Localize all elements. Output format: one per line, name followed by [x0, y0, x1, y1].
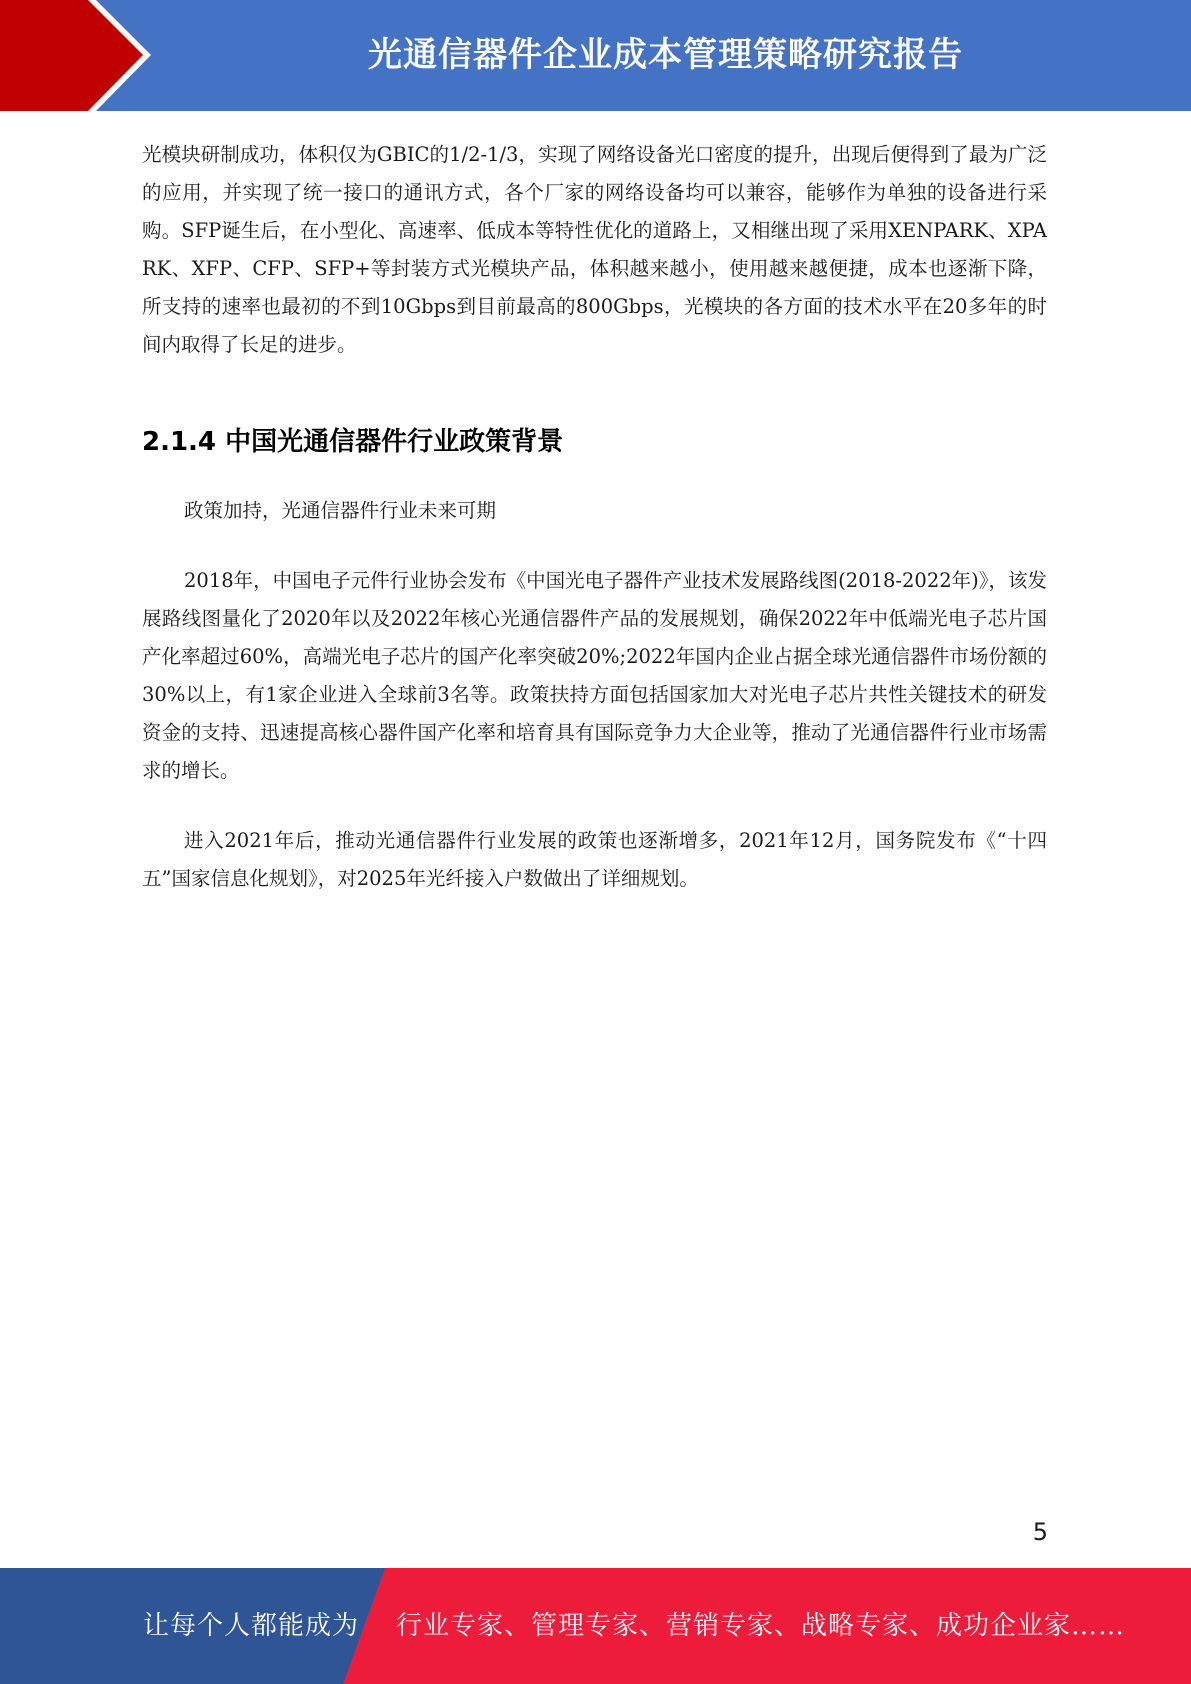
section-heading: 2.1.4 中国光通信器件行业政策背景	[142, 427, 564, 457]
page-number: 5	[1032, 1518, 1048, 1546]
footer-slogan-left: 让每个人都能成为	[143, 1611, 360, 1641]
footer-banner	[0, 1568, 1191, 1684]
intro-paragraph: 光模块研制成功，体积仅为GBIC的1/2-1/3，实现了网络设备光口密度的提升，出现后便得到了最为广泛的应用，并实现了统一接口的通讯方式，各个厂家的网络设备均可以兼容，能够作为单独的设备进行采购。SFP诞生后，在小型化、高速率、低成本等特性优化的道路上，又相继出现了采用XENPARK、XPARK、XFP、CFP、SFP+等封装方式光模块产品，体积越来越小，使用越来越便捷，成本也逐渐下降，所支持的速率也最初的不到10Gbps到目前最高的800Gbps，光模块的各方面的技术水平在20多年的时间内取得了长足的进步。	[142, 143, 1047, 356]
page-content	[142, 136, 1047, 898]
header-banner	[0, 0, 1191, 111]
policy-lead-paragraph: 政策加持，光通信器件行业未来可期	[184, 499, 497, 522]
roadmap-paragraph: 2018年，中国电子元件行业协会发布《中国光电子器件产业技术发展路线图(2018-2022年)》，该发展路线图量化了2020年以及2022年核心光通信器件产品的发展规划，确保2022年中低端光电子芯片国产化率超过60%，高端光电子芯片的国产化率突破20%;2022年国内企业占据全球光通信器件市场份额的30%以上，有1家企业进入全球前3名等。政策扶持方面包括国家加大对光电子芯片共性关键技术的研发资金的支持、迅速提高核心器件国产化率和培育具有国际竞争力大企业等，推动了光通信器件行业市场需求的增长。	[142, 569, 1047, 782]
report-title: 光通信器件企业成本管理策略研究报告	[368, 35, 963, 75]
footer-slogan-right: 行业专家、管理专家、营销专家、战略专家、成功企业家……	[396, 1611, 1126, 1641]
plan-paragraph: 进入2021年后，推动光通信器件行业发展的政策也逐渐增多，2021年12月，国务院发布《“十四五”国家信息化规划》，对2025年光纤接入户数做出了详细规划。	[142, 829, 1047, 890]
